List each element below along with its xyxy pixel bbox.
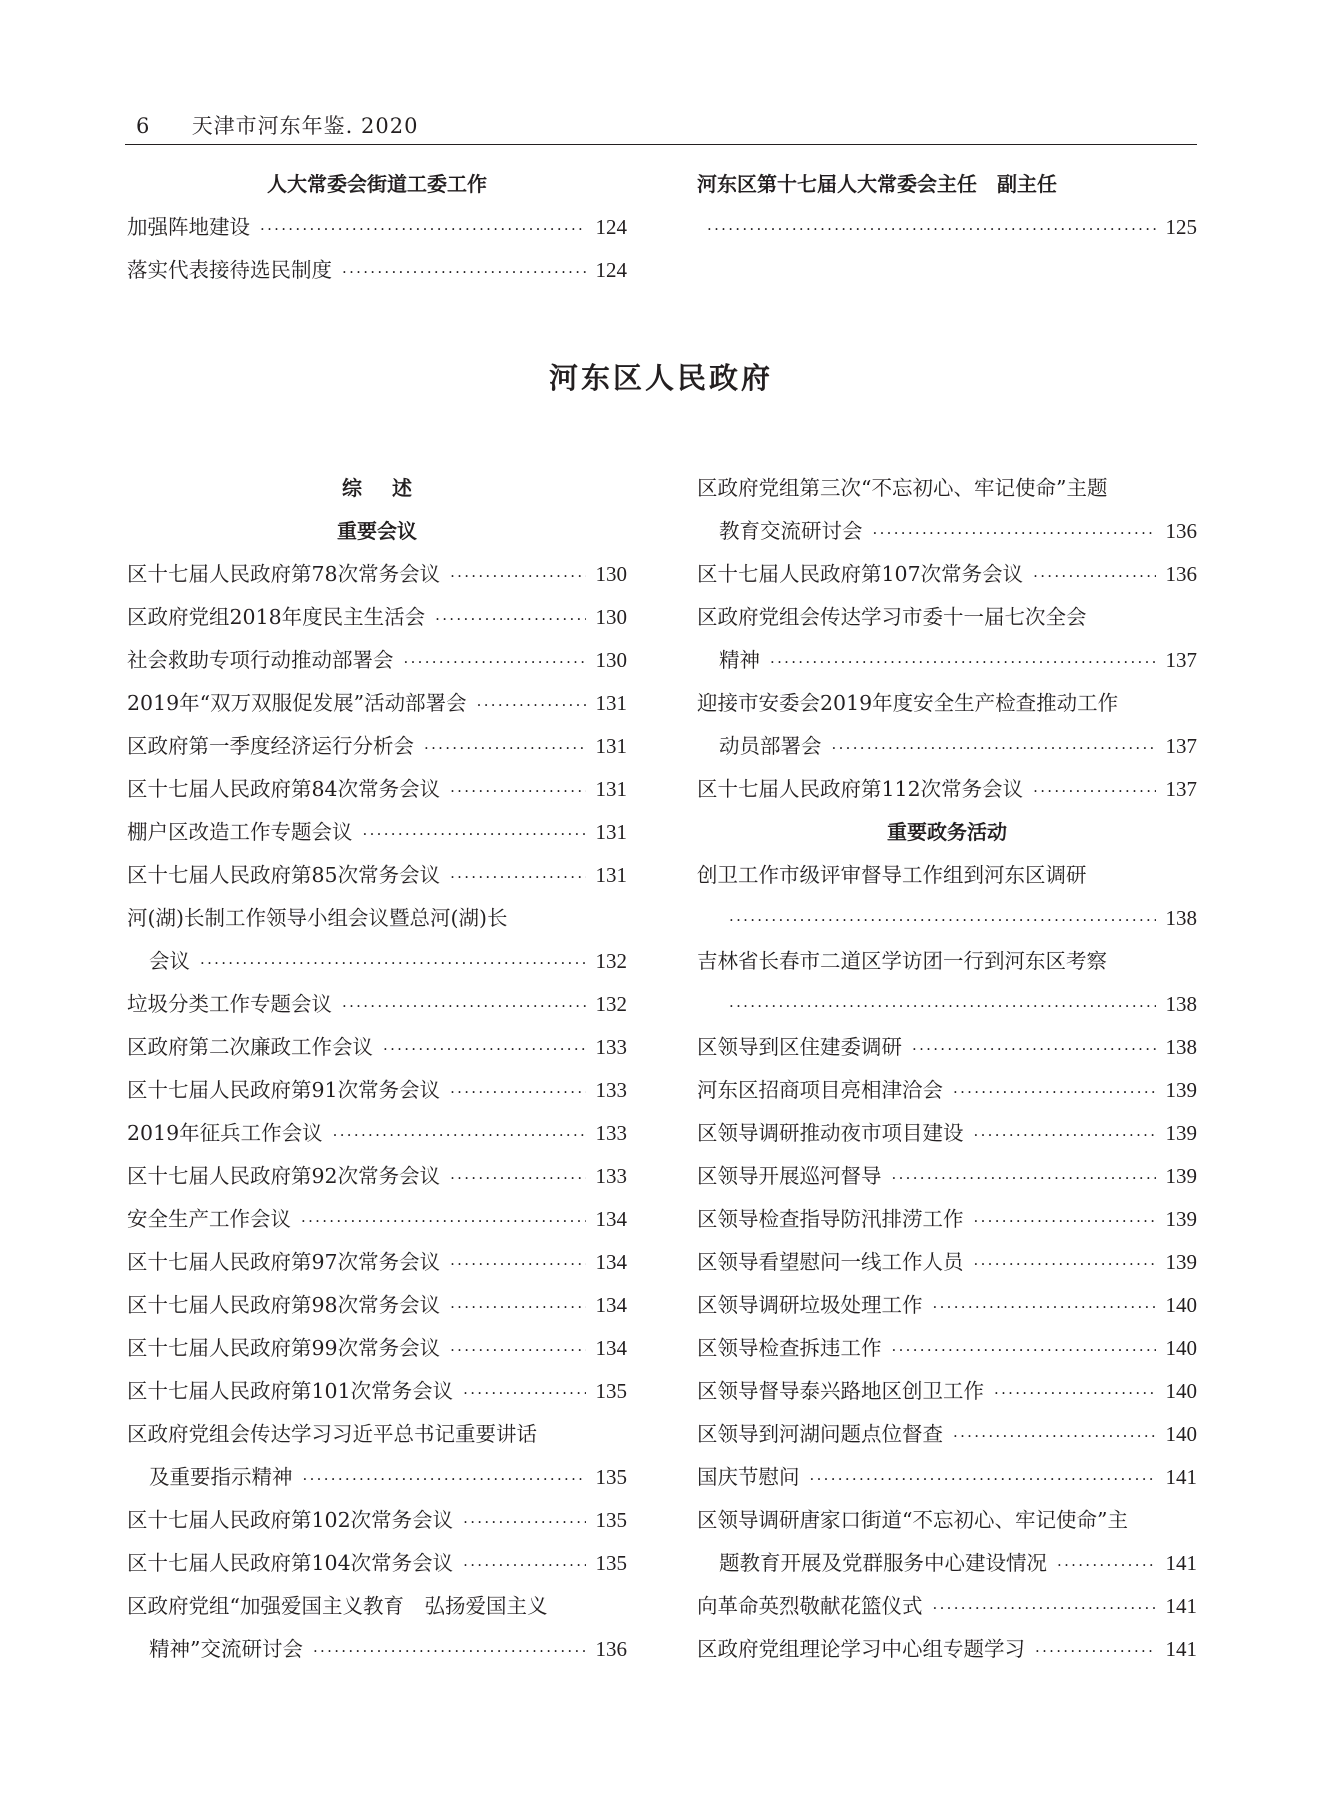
dot-leader <box>463 1372 585 1415</box>
entry-title: 区政府党组会传达学习市委十一届七次全会 <box>697 605 1087 629</box>
page-ref: 133 <box>595 1164 627 1188</box>
dot-leader <box>933 1286 1156 1329</box>
page-ref: 134 <box>595 1293 627 1317</box>
entry-title: 区领导开展巡河督导 <box>697 1164 882 1188</box>
toc-entry[interactable] <box>697 854 1197 940</box>
toc-entry-line <box>127 940 627 983</box>
dot-leader <box>260 208 586 251</box>
toc-entry[interactable] <box>697 1413 1197 1456</box>
dot-leader <box>1033 555 1155 598</box>
toc-entry-line <box>697 983 1197 1026</box>
toc-entry[interactable] <box>697 682 1197 768</box>
toc-entry-line <box>127 1198 627 1241</box>
page-ref: 136 <box>1165 519 1197 543</box>
page-ref: 138 <box>1165 1035 1197 1059</box>
entry-title: 安全生产工作会议 <box>127 1207 291 1231</box>
entry-title: 区十七届人民政府第97次常务会议 <box>127 1250 441 1274</box>
page-ref: 140 <box>1165 1379 1197 1403</box>
toc-entry-line <box>697 596 1197 639</box>
toc-entry[interactable] <box>127 1413 627 1499</box>
page-ref: 130 <box>595 648 627 672</box>
entry-title: 精神”交流研讨会 <box>149 1637 303 1661</box>
toc-entry[interactable] <box>127 639 627 682</box>
page-ref: 131 <box>595 734 627 758</box>
entry-title: 及重要指示精神 <box>149 1465 293 1489</box>
dot-leader <box>383 1028 586 1071</box>
entry-title: 国庆节慰问 <box>697 1465 800 1489</box>
toc-entry[interactable] <box>697 1069 1197 1112</box>
toc-entry[interactable] <box>697 1284 1197 1327</box>
dot-leader <box>1035 1630 1156 1673</box>
toc-entry-line <box>127 1284 627 1327</box>
dot-leader <box>342 251 586 294</box>
entry-title: 棚户区改造工作专题会议 <box>127 820 353 844</box>
toc-entry[interactable] <box>697 1628 1197 1671</box>
section-heading: 河东区第十七届人大常委会主任 副主任 <box>697 172 1057 196</box>
entry-title: 区政府党组“加强爱国主义教育 弘扬爱国主义 <box>127 1594 548 1618</box>
page-ref: 139 <box>1165 1078 1197 1102</box>
entry-title: 2019年“双万双服促发展”活动部署会 <box>127 691 467 715</box>
toc-entry[interactable] <box>697 1112 1197 1155</box>
dot-leader <box>892 1329 1156 1372</box>
toc-entry-line <box>127 854 627 897</box>
dot-leader <box>729 899 1156 942</box>
toc-entry-line <box>697 1413 1197 1456</box>
toc-entry-line <box>697 1542 1197 1585</box>
toc-entry-line <box>127 1112 627 1155</box>
dot-leader <box>1033 770 1155 813</box>
toc-entry[interactable] <box>127 1370 627 1413</box>
page-ref: 141 <box>1165 1551 1197 1575</box>
toc-entry-line <box>697 1026 1197 1069</box>
entry-title: 区十七届人民政府第78次常务会议 <box>127 562 441 586</box>
toc-entry[interactable] <box>127 596 627 639</box>
toc-entry-line <box>697 1327 1197 1370</box>
dot-leader <box>477 684 586 727</box>
page-ref: 131 <box>595 863 627 887</box>
page-ref: 136 <box>595 1637 627 1661</box>
entry-title: 区政府第二次廉政工作会议 <box>127 1035 373 1059</box>
toc-entry-line <box>697 639 1197 682</box>
toc-entry[interactable] <box>127 725 627 768</box>
running-head <box>136 110 418 140</box>
subsection-heading-meetings: 重要会议 <box>337 519 417 543</box>
entry-title: 区政府党组2018年度民主生活会 <box>127 605 426 629</box>
toc-entry-line <box>697 1198 1197 1241</box>
page-ref: 131 <box>595 777 627 801</box>
dot-leader <box>450 1286 585 1329</box>
toc-entry-line <box>127 1241 627 1284</box>
entry-title: 区十七届人民政府第107次常务会议 <box>697 562 1024 586</box>
toc-entry-line <box>127 206 627 249</box>
page-ref: 139 <box>1165 1164 1197 1188</box>
entry-title: 区领导检查拆违工作 <box>697 1336 882 1360</box>
toc-entry-line <box>127 1370 627 1413</box>
entry-title: 创卫工作市级评审督导工作组到河东区调研 <box>697 863 1087 887</box>
toc-entry-line <box>127 1542 627 1585</box>
page-ref: 138 <box>1165 906 1197 930</box>
page-ref: 133 <box>595 1035 627 1059</box>
toc-entry-line <box>127 1413 627 1456</box>
entry-title: 社会救助专项行动推动部署会 <box>127 648 394 672</box>
page-ref: 141 <box>1165 1637 1197 1661</box>
page-ref: 140 <box>1165 1422 1197 1446</box>
dot-leader <box>303 1458 586 1501</box>
toc-entry-line <box>127 725 627 768</box>
entry-title: 区政府第一季度经济运行分析会 <box>127 734 414 758</box>
dot-leader <box>974 1243 1156 1286</box>
entry-title: 加强阵地建设 <box>127 215 250 239</box>
entry-title: 垃圾分类工作专题会议 <box>127 992 332 1016</box>
page-number: 6 <box>136 114 151 138</box>
page-ref: 134 <box>595 1207 627 1231</box>
toc-entry[interactable] <box>127 682 627 725</box>
entry-title: 区领导看望慰问一线工作人员 <box>697 1250 964 1274</box>
toc-entry[interactable] <box>697 1499 1197 1585</box>
entry-title: 河(湖)长制工作领导小组会议暨总河(湖)长 <box>127 906 508 930</box>
page-ref: 140 <box>1165 1336 1197 1360</box>
subsection-heading-activities: 重要政务活动 <box>887 820 1007 844</box>
page-ref: 125 <box>1165 215 1197 239</box>
page-ref: 138 <box>1165 992 1197 1016</box>
page-ref: 131 <box>595 691 627 715</box>
toc-entry-line <box>697 1069 1197 1112</box>
entry-title: 动员部署会 <box>719 734 822 758</box>
toc-entry[interactable] <box>127 1026 627 1069</box>
toc-entry-line <box>697 1155 1197 1198</box>
toc-entry[interactable] <box>127 553 627 596</box>
page-ref: 132 <box>595 992 627 1016</box>
entry-title: 2019年征兵工作会议 <box>127 1121 323 1145</box>
entry-title: 区政府党组第三次“不忘初心、牢记使命”主题 <box>697 476 1108 500</box>
toc-entry-line <box>697 1112 1197 1155</box>
dot-leader <box>313 1630 586 1673</box>
page-ref: 133 <box>595 1121 627 1145</box>
toc-entry-line <box>697 1370 1197 1413</box>
dot-leader <box>450 1157 585 1200</box>
dot-leader <box>974 1200 1156 1243</box>
entry-list <box>127 553 627 1671</box>
toc-entry[interactable] <box>127 1069 627 1112</box>
toc-entry[interactable] <box>127 206 627 249</box>
page-ref: 134 <box>595 1336 627 1360</box>
header-rule <box>125 144 1197 145</box>
right-column <box>697 467 1197 1671</box>
entry-title: 区政府党组理论学习中心组专题学习 <box>697 1637 1025 1661</box>
toc-entry-line <box>127 1456 627 1499</box>
page-ref: 139 <box>1165 1207 1197 1231</box>
entry-title: 区领导调研推动夜市项目建设 <box>697 1121 964 1145</box>
page-ref: 130 <box>595 605 627 629</box>
page-ref: 130 <box>595 562 627 586</box>
page-ref: 133 <box>595 1078 627 1102</box>
toc-entry[interactable] <box>127 249 627 292</box>
entry-list <box>127 206 627 292</box>
toc-entry-line <box>697 1284 1197 1327</box>
toc-entry[interactable] <box>127 897 627 983</box>
dot-leader <box>333 1114 586 1157</box>
entry-title: 区政府党组会传达学习习近平总书记重要讲话 <box>127 1422 537 1446</box>
entry-title: 教育交流研讨会 <box>719 519 863 543</box>
page-ref: 135 <box>595 1379 627 1403</box>
toc-entry[interactable] <box>127 1499 627 1542</box>
dot-leader <box>953 1071 1156 1114</box>
dot-leader <box>450 770 585 813</box>
toc-entry[interactable] <box>697 467 1197 553</box>
entry-title: 向革命英烈敬献花篮仪式 <box>697 1594 923 1618</box>
toc-entry[interactable] <box>697 1327 1197 1370</box>
dot-leader <box>770 641 1156 684</box>
dot-leader <box>873 512 1156 555</box>
page-ref: 124 <box>595 258 627 282</box>
toc-entry[interactable] <box>127 1241 627 1284</box>
toc-entry[interactable] <box>127 1155 627 1198</box>
page-ref: 137 <box>1165 734 1197 758</box>
subsection-heading-overview: 综述 <box>342 476 442 500</box>
entry-title: 区领导调研唐家口街道“不忘初心、牢记使命”主 <box>697 1508 1128 1532</box>
page-ref: 135 <box>595 1551 627 1575</box>
entry-title: 区十七届人民政府第92次常务会议 <box>127 1164 441 1188</box>
toc-entry-line <box>697 1628 1197 1671</box>
dot-leader <box>994 1372 1156 1415</box>
entry-title: 区领导到河湖问题点位督查 <box>697 1422 943 1446</box>
dot-leader <box>363 813 586 856</box>
dot-leader <box>404 641 586 684</box>
page-ref: 136 <box>1165 562 1197 586</box>
entry-title: 区十七届人民政府第104次常务会议 <box>127 1551 454 1575</box>
dot-leader <box>707 208 1156 251</box>
toc-entry[interactable] <box>127 983 627 1026</box>
dot-leader <box>200 942 586 985</box>
entry-list <box>697 854 1197 1671</box>
dot-leader <box>301 1200 586 1243</box>
dot-leader <box>450 1329 585 1372</box>
toc-entry[interactable] <box>127 768 627 811</box>
toc-entry[interactable] <box>127 1542 627 1585</box>
entry-title: 会议 <box>149 949 190 973</box>
dot-leader <box>729 985 1156 1028</box>
left-column <box>127 467 627 1671</box>
toc-entry[interactable] <box>127 1284 627 1327</box>
dot-leader <box>342 985 586 1028</box>
toc-entry[interactable] <box>697 768 1197 811</box>
dot-leader <box>435 598 585 641</box>
page-ref: 139 <box>1165 1121 1197 1145</box>
toc-entry-line <box>127 811 627 854</box>
toc-entry-line <box>697 1585 1197 1628</box>
page-ref: 134 <box>595 1250 627 1274</box>
entry-title: 题教育开展及党群服务中心建设情况 <box>719 1551 1047 1575</box>
toc-entry-line <box>697 682 1197 725</box>
page-ref: 132 <box>595 949 627 973</box>
toc-entry-line <box>127 1499 627 1542</box>
toc-entry-line <box>127 596 627 639</box>
page-ref: 135 <box>595 1465 627 1489</box>
toc-entry-line <box>127 1026 627 1069</box>
entry-title: 区领导督导泰兴路地区创卫工作 <box>697 1379 984 1403</box>
toc-entry-line <box>697 1241 1197 1284</box>
toc-entry[interactable] <box>127 811 627 854</box>
entry-title: 区十七届人民政府第85次常务会议 <box>127 863 441 887</box>
top-left-column <box>127 163 627 292</box>
entry-title: 区十七届人民政府第99次常务会议 <box>127 1336 441 1360</box>
toc-entry-line <box>127 768 627 811</box>
book-title: 天津市河东年鉴. 2020 <box>191 114 419 138</box>
dot-leader <box>463 1544 585 1587</box>
toc-entry-line <box>697 897 1197 940</box>
toc-entry[interactable] <box>697 1241 1197 1284</box>
toc-entry[interactable] <box>697 1370 1197 1413</box>
dot-leader <box>450 1243 585 1286</box>
page-ref: 131 <box>595 820 627 844</box>
page-ref: 124 <box>595 215 627 239</box>
toc-entry-line <box>127 983 627 1026</box>
entry-title: 落实代表接待选民制度 <box>127 258 332 282</box>
entry-title: 区十七届人民政府第91次常务会议 <box>127 1078 441 1102</box>
section-title: 河东区人民政府 <box>548 361 773 395</box>
entry-title: 区十七届人民政府第112次常务会议 <box>697 777 1024 801</box>
page-ref: 141 <box>1165 1594 1197 1618</box>
toc-entry[interactable] <box>697 1585 1197 1628</box>
toc-entry-line <box>127 1585 627 1628</box>
toc-entry[interactable] <box>697 940 1197 1026</box>
toc-entry-line <box>127 1155 627 1198</box>
toc-entry[interactable] <box>697 553 1197 596</box>
toc-entry[interactable] <box>697 1026 1197 1069</box>
page-ref: 140 <box>1165 1293 1197 1317</box>
toc-entry-line <box>697 854 1197 897</box>
toc-entry-line <box>127 1327 627 1370</box>
toc-entry[interactable] <box>697 1198 1197 1241</box>
entry-title: 区领导检查指导防汛排涝工作 <box>697 1207 964 1231</box>
entry-title: 精神 <box>719 648 760 672</box>
entry-title: 吉林省长春市二道区学访团一行到河东区考察 <box>697 949 1107 973</box>
toc-entry[interactable] <box>697 206 1197 249</box>
dot-leader <box>933 1587 1156 1630</box>
page-ref: 139 <box>1165 1250 1197 1274</box>
dot-leader <box>953 1415 1156 1458</box>
entry-title: 区十七届人民政府第102次常务会议 <box>127 1508 454 1532</box>
dot-leader <box>450 555 585 598</box>
entry-title: 迎接市安委会2019年度安全生产检查推动工作 <box>697 691 1119 715</box>
toc-entry-line <box>127 553 627 596</box>
dot-leader <box>463 1501 585 1544</box>
toc-entry-line <box>697 725 1197 768</box>
entry-title: 区十七届人民政府第98次常务会议 <box>127 1293 441 1317</box>
toc-entry-line <box>127 897 627 940</box>
toc-entry-line <box>127 1628 627 1671</box>
entry-list <box>697 467 1197 811</box>
page-ref: 141 <box>1165 1465 1197 1489</box>
toc-entry[interactable] <box>127 1198 627 1241</box>
dot-leader <box>974 1114 1156 1157</box>
dot-leader <box>912 1028 1156 1071</box>
toc-entry-line <box>697 768 1197 811</box>
toc-entry[interactable] <box>697 596 1197 682</box>
page-ref: 137 <box>1165 777 1197 801</box>
toc-entry[interactable] <box>127 1585 627 1671</box>
toc-entry-line <box>127 639 627 682</box>
toc-entry[interactable] <box>127 1112 627 1155</box>
toc-entry-line <box>697 1499 1197 1542</box>
entry-title: 区领导调研垃圾处理工作 <box>697 1293 923 1317</box>
section-heading: 人大常委会街道工委工作 <box>267 172 487 196</box>
entry-title: 河东区招商项目亮相津洽会 <box>697 1078 943 1102</box>
toc-entry[interactable] <box>697 1155 1197 1198</box>
toc-entry-line <box>127 1069 627 1112</box>
dot-leader <box>1057 1544 1156 1587</box>
entry-title: 区领导到区住建委调研 <box>697 1035 902 1059</box>
toc-entry-line <box>697 553 1197 596</box>
dot-leader <box>424 727 586 770</box>
toc-entry-line <box>697 206 1197 249</box>
top-right-column <box>697 163 1197 249</box>
dot-leader <box>892 1157 1156 1200</box>
entry-title: 区十七届人民政府第84次常务会议 <box>127 777 441 801</box>
entry-list <box>697 206 1197 249</box>
toc-entry[interactable] <box>697 1456 1197 1499</box>
dot-leader <box>450 856 585 899</box>
dot-leader <box>832 727 1156 770</box>
toc-entry-line <box>127 249 627 292</box>
entry-title: 区十七届人民政府第101次常务会议 <box>127 1379 454 1403</box>
toc-entry-line <box>127 682 627 725</box>
toc-entry-line <box>697 1456 1197 1499</box>
toc-entry-line <box>697 467 1197 510</box>
toc-entry-line <box>697 940 1197 983</box>
page-ref: 135 <box>595 1508 627 1532</box>
toc-entry-line <box>697 510 1197 553</box>
toc-entry[interactable] <box>127 854 627 897</box>
page-ref: 137 <box>1165 648 1197 672</box>
dot-leader <box>810 1458 1156 1501</box>
dot-leader <box>450 1071 585 1114</box>
toc-entry[interactable] <box>127 1327 627 1370</box>
